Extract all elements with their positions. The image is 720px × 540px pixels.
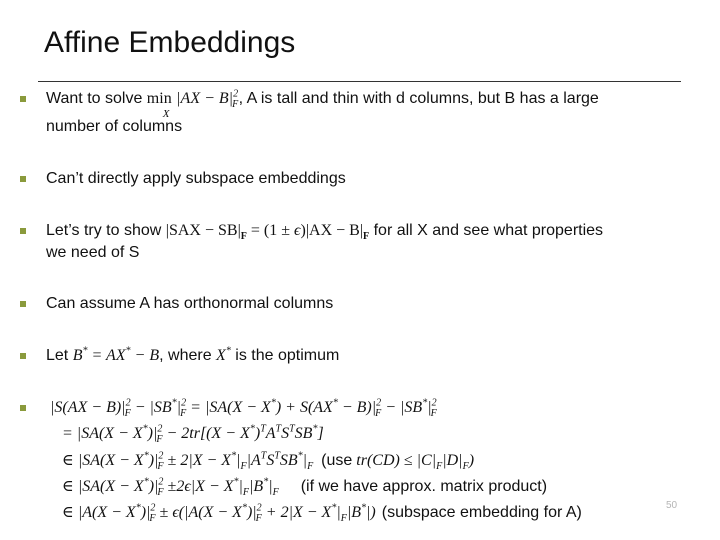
bullet-5-suffix: is the optimum (235, 347, 340, 364)
bullet-3-line-1 (46, 221, 603, 241)
derivation-line-4: ∈ $|SA(X - X^*)|^2_F \pm 2\epsilon|X - X^*|_F|B^*|_F$ (if we have approx. matrix product) (62, 476, 548, 499)
bullet-3-suffix: for all X and see what properties (373, 222, 604, 239)
note-use: (use (321, 452, 353, 469)
residual-formula: B* = AX* − B (72, 345, 160, 364)
page-number: 50 (666, 500, 678, 511)
bullet-marker (20, 405, 26, 411)
derivation-line-3: ∈ $|SA(X - X^*)|^2_F \pm 2|X - X^*|_F|A^TS^TSB^*|_F$ (use $tr(CD) \le |C|_F|D|_F$) (62, 450, 475, 473)
trace-bound: $tr(CD) \le |C|_F|D|_F$) (356, 452, 475, 473)
optimum-symbol: X* (216, 345, 231, 364)
bullet-marker (20, 176, 26, 182)
bullet-3-line-2: we need of S (46, 244, 140, 261)
bullet-3-prefix: Let’s try to show (46, 222, 162, 239)
note-approx: (if we have approx. matrix product) (300, 478, 548, 495)
bullet-5-line (46, 346, 339, 366)
sketch-inequality: $|SAX - SB|_F = (1 \pm \epsilon)|AX - B|_F$ (165, 222, 370, 243)
bullet-5-middle: , where (159, 347, 212, 364)
bullet-1-prefix: Want to solve (46, 90, 143, 107)
bullet-1-line-1 (46, 88, 599, 120)
derivation-line-1: $|S(AX - B)|^2_F - |SB^*|^2_F = |SA(X - X^*) + S(AX^* - B)|^2_F - |SB^*|^2_F$ (50, 397, 437, 420)
derivation-line-2: = $|SA(X - X^*)|^2_F - 2tr[(X - X^*)^TA^TS^TSB^*]$ (62, 423, 324, 446)
min-operator (146, 89, 172, 120)
bullet-1-line-2: number of columns (46, 118, 183, 135)
bullet-5-prefix: Let (46, 347, 69, 364)
slide-title: Affine Embeddings (44, 26, 296, 59)
bullet-2-text: Can’t directly apply subspace embeddings (46, 170, 346, 187)
derivation-line-5: ∈ $|A(X - X^*)|^2_F \pm \epsilon(|A(X - X^*)|^2_F + 2|X - X^*|_F|B^*|)$ (subspace embedding for A) (62, 502, 582, 525)
bullet-marker (20, 353, 26, 359)
bullet-4-text: Can assume A has orthonormal columns (46, 295, 334, 312)
note-subspace: (subspace embedding for A) (381, 504, 582, 521)
bullet-marker (20, 301, 26, 307)
bullet-marker (20, 96, 26, 102)
min-subscript: X (162, 108, 170, 120)
title-divider (38, 81, 681, 82)
min-label: min (146, 90, 172, 107)
objective-formula: $|AX - B|^2_F$ (176, 88, 239, 111)
bullet-1-suffix: , A is tall and thin with d columns, but B has a large (238, 90, 599, 107)
bullet-marker (20, 228, 26, 234)
